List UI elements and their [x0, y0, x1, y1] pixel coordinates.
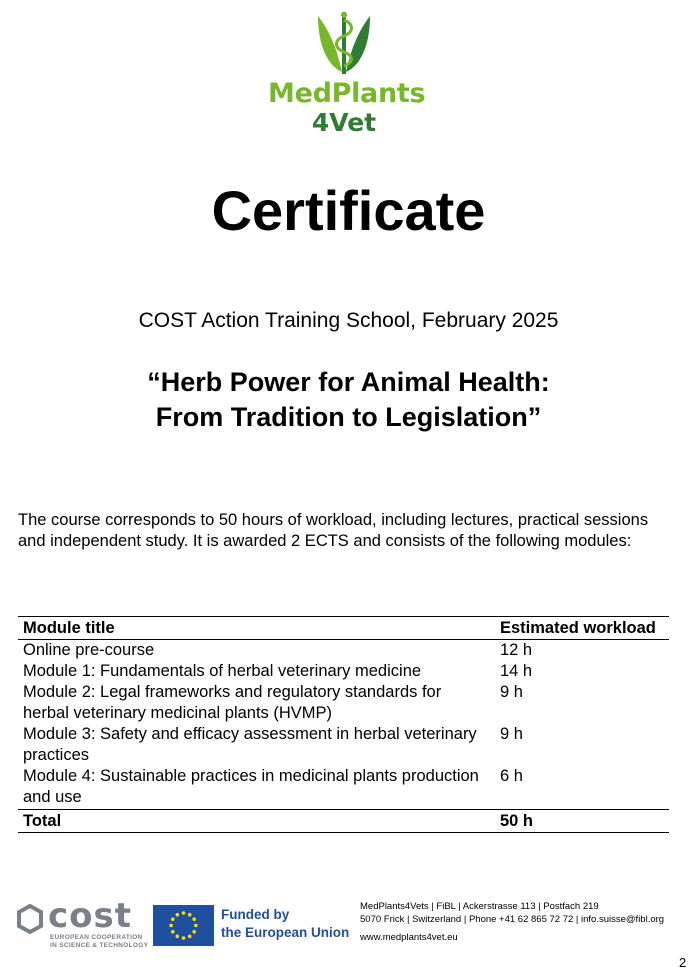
- cost-tagline: [50, 934, 148, 950]
- module-title-cell: Online pre-course: [23, 641, 155, 659]
- table-total-row: [18, 810, 669, 833]
- cost-tagline-line-2: IN SCIENCE & TECHNOLOGY: [50, 942, 149, 949]
- logo-text-medplants: MedPlants: [268, 78, 426, 109]
- cost-logo: [16, 896, 149, 950]
- logo-text-4vet: 4Vet: [311, 108, 377, 137]
- table-row: [18, 682, 669, 724]
- header-module-title: Module title: [18, 617, 495, 640]
- workload-cell: 9 h: [500, 725, 523, 743]
- certificate-title: Certificate: [211, 179, 486, 242]
- footer-website: www.medplants4vet.eu: [360, 932, 458, 943]
- footer-address-line-1: MedPlants4Vets | FiBL | Ackerstrasse 113 | Postfach 219: [360, 901, 599, 912]
- module-title-cell: Module 2: Legal frameworks and regulatory standards for herbal veterinary medicinal plants (HVMP): [23, 683, 442, 722]
- module-title-cell: Module 1: Fundamentals of herbal veterinary medicine: [23, 662, 422, 680]
- module-title-cell: Module 4: Sustainable practices in medicinal plants production and use: [23, 767, 479, 806]
- eu-funding-line-1: Funded by: [221, 907, 290, 922]
- workload-cell: 6 h: [500, 767, 523, 785]
- medplants4vet-logo: [268, 10, 426, 137]
- total-value: 50 h: [495, 810, 669, 833]
- modules-table: [18, 616, 669, 833]
- module-title-cell: Module 3: Safety and efficacy assessment in herbal veterinary practices: [23, 725, 477, 764]
- cost-tagline-line-1: EUROPEAN COOPERATION: [50, 934, 143, 941]
- footer-contact-info: [360, 900, 664, 944]
- plant-caduceus-icon: [314, 10, 374, 80]
- footer-address-line-2: 5070 Frick | Switzerland | Phone +41 62 865 72 72 | info.suisse@fibl.org: [360, 914, 665, 925]
- eu-funding-text: [221, 906, 349, 942]
- course-description: The course corresponds to 50 hours of workload, including lectures, practical sessions and independent study. It is awarded 2 ECTS and consists of the following modules:: [18, 511, 649, 550]
- workload-cell: 12 h: [500, 641, 533, 659]
- workload-cell: 14 h: [500, 662, 533, 680]
- eu-flag-icon: [153, 905, 214, 946]
- table-header-row: [18, 617, 669, 640]
- workload-cell: 9 h: [500, 683, 523, 701]
- course-title: [0, 365, 697, 435]
- header-estimated-workload: Estimated workload: [495, 617, 669, 640]
- cost-hexagon-icon: [16, 904, 44, 934]
- course-title-line-1: “Herb Power for Animal Health:: [147, 367, 550, 397]
- training-school-subtitle: COST Action Training School, February 2025: [138, 309, 559, 332]
- cost-wordmark: cost: [48, 896, 133, 936]
- course-title-line-2: From Tradition to Legislation”: [155, 402, 542, 432]
- table-row: [18, 766, 669, 810]
- table-row: [18, 640, 669, 662]
- table-row: [18, 661, 669, 682]
- table-row: [18, 724, 669, 766]
- total-label: Total: [18, 810, 495, 833]
- eu-funding-line-2: the European Union: [221, 925, 350, 940]
- page-number: 2: [679, 955, 687, 970]
